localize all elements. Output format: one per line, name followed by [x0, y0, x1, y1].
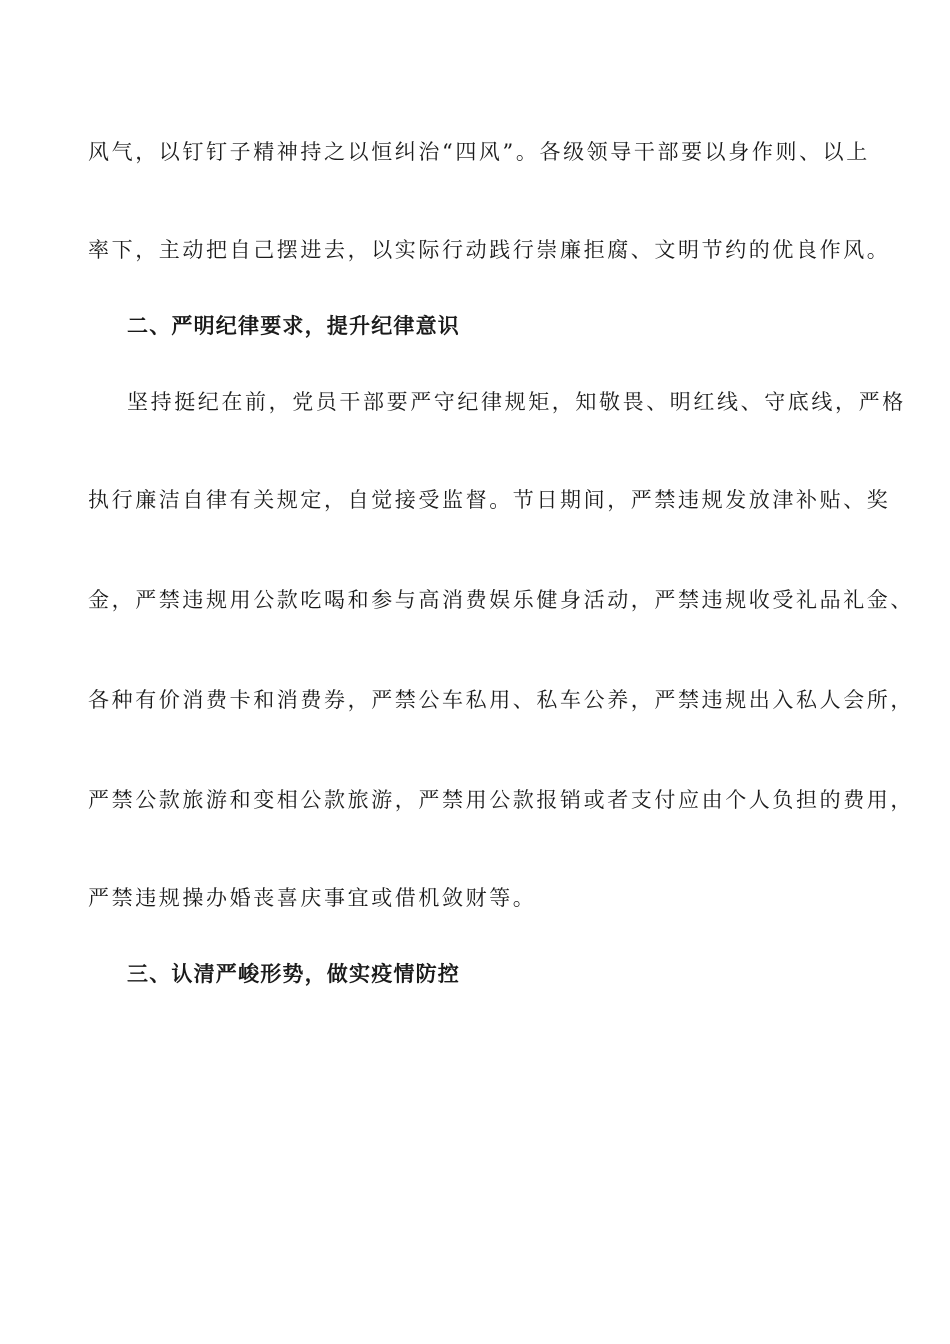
paragraph-2-line-6: 严禁违规操办婚丧喜庆事宜或借机敛财等。 [88, 886, 537, 910]
section-heading-3: 三、认清严峻形势，做实疫情防控 [127, 961, 460, 986]
section-heading-2: 二、严明纪律要求，提升纪律意识 [127, 313, 460, 338]
paragraph-2-line-1: 坚持挺纪在前，党员干部要严守纪律规矩，知敬畏、明红线、守底线，严格 [127, 390, 906, 414]
paragraph-2-line-4: 各种有价消费卡和消费券，严禁公车私用、私车公养，严禁违规出入私人会所， [88, 688, 914, 712]
paragraph-1-line-1: 风气，以钉钉子精神持之以恒纠治“四风”。各级领导干部要以身作则、以上 [88, 140, 870, 164]
paragraph-2-line-5: 严禁公款旅游和变相公款旅游，严禁用公款报销或者支付应由个人负担的费用， [88, 788, 914, 812]
paragraph-2-line-2: 执行廉洁自律有关规定，自觉接受监督。节日期间，严禁违规发放津补贴、奖 [88, 488, 891, 512]
paragraph-1-line-2: 率下，主动把自己摆进去，以实际行动践行崇廉拒腐、文明节约的优良作风。 [88, 238, 891, 262]
paragraph-2-line-3: 金，严禁违规用公款吃喝和参与高消费娱乐健身活动，严禁违规收受礼品礼金、 [88, 588, 914, 612]
